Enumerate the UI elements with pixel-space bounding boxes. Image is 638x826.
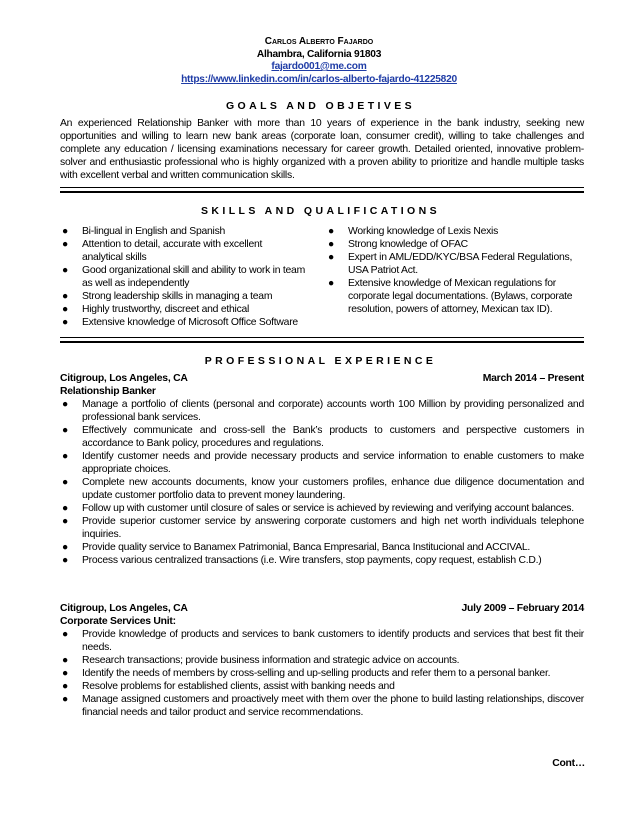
- divider: [60, 191, 584, 193]
- candidate-location: Alhambra, California 91803: [256, 48, 382, 60]
- list-item: ● Effectively communicate and cross-sell the Bank’s products to customers and perspective customers in accordance to Bank policy, procedures and regulations.: [62, 425, 584, 449]
- bullet-icon: ●: [62, 516, 69, 527]
- list-item: ● Follow up with customer until closure of sales or service is achieved by reviewing and verifying account balances.: [62, 503, 574, 514]
- bullet-icon: ●: [62, 629, 69, 640]
- bullet-icon: ●: [62, 265, 69, 276]
- job-company: Citigroup, Los Angeles, CA: [60, 603, 188, 614]
- list-item: ● Identify the needs of members by cross-selling and up-selling products and refer them to a personal banker.: [62, 668, 551, 679]
- list-item: ● Identify customer needs and provide necessary products and service information to enable customers to make appropriate choices.: [62, 451, 584, 475]
- email-link[interactable]: fajardo001@me.com: [271, 61, 367, 72]
- bullet-icon: ●: [328, 226, 335, 237]
- bullet-icon: ●: [328, 252, 335, 263]
- list-item: ● Research transactions; provide business information and strategic advice on accounts.: [62, 655, 460, 666]
- job-header: [60, 602, 584, 628]
- job-company: Citigroup, Los Angeles, CA: [60, 373, 188, 384]
- bullet-icon: ●: [62, 399, 69, 410]
- goals-paragraph: An experienced Relationship Banker with more than 10 years of experience in the bank industry, seeking new opportunities and willing to learn new bank areas (corporate loan, consumer credit), willing to take challenges and complete any education / licensing examinations necessary for career growth. Detailed oriented, innovative problem-solver and enthusiastic professional who is highly organized with a proven ability to prioritize and handle multiple tasks with excellent verbal and written communication skills.: [60, 118, 584, 181]
- bullet-icon: ●: [62, 655, 69, 666]
- bullet-icon: ●: [62, 542, 69, 553]
- list-item: ● Good organizational skill and ability to work in team as well as independently: [62, 265, 305, 289]
- bullet-icon: ●: [62, 304, 69, 315]
- job-role: Relationship Banker: [60, 386, 156, 397]
- bullet-icon: ●: [62, 239, 69, 250]
- bullet-icon: ●: [62, 555, 69, 566]
- bullet-icon: ●: [62, 477, 69, 488]
- divider: [60, 187, 584, 188]
- job-header: [60, 372, 584, 398]
- continued-note: Cont…: [552, 758, 585, 769]
- experience-section-title: PROFESSIONAL EXPERIENCE: [204, 355, 437, 367]
- list-item: ● Strong knowledge of OFAC: [328, 239, 468, 250]
- list-item: ● Provide knowledge of products and services to bank customers to identify products and services that best fit their needs.: [62, 629, 584, 653]
- job-bullets: [60, 398, 584, 567]
- bullet-icon: ●: [62, 425, 69, 436]
- list-item: ● Strong leadership skills in managing a team: [62, 291, 273, 302]
- bullet-icon: ●: [328, 239, 335, 250]
- list-item: ● Bi-lingual in English and Spanish: [62, 226, 226, 237]
- bullet-icon: ●: [62, 226, 69, 237]
- bullet-icon: ●: [328, 278, 335, 289]
- list-item: ● Manage assigned customers and proactively meet with them over the phone to build lasting relationships, discover financial needs and tailor product and service recommendations.: [62, 694, 584, 718]
- list-item: ● Manage a portfolio of clients (personal and corporate) accounts worth 100 Million by providing personalized and professional bank services.: [62, 399, 584, 423]
- list-item: ● Resolve problems for established clients, assist with banking needs and: [62, 681, 395, 692]
- goals-section-title: GOALS AND OBJETIVES: [225, 100, 416, 112]
- list-item: ● Provide superior customer service by answering corporate customers and high net worth individuals telephone inquiries.: [62, 516, 584, 540]
- divider: [60, 341, 584, 343]
- bullet-icon: ●: [62, 668, 69, 679]
- skills-section-title: SKILLS AND QUALIFICATIONS: [201, 205, 440, 217]
- skills-list-left: [60, 225, 305, 329]
- bullet-icon: ●: [62, 317, 69, 328]
- job-dates: March 2014 – Present: [482, 373, 584, 384]
- bullet-icon: ●: [62, 451, 69, 462]
- list-item: ● Highly trustworthy, discreet and ethical: [62, 304, 250, 315]
- bullet-icon: ●: [62, 291, 69, 302]
- list-item: ● Working knowledge of Lexis Nexis: [328, 226, 499, 237]
- job-dates: July 2009 – February 2014: [461, 603, 584, 614]
- list-item: ● Complete new accounts documents, know your customers profiles, enhance due diligence documentation and update customer portfolio data to prevent money laundering.: [62, 477, 584, 501]
- list-item: ● Extensive knowledge of Mexican regulations for corporate legal documentations. (Bylaws, corporate resolution, powers of attorney, Mexican tax ID).: [328, 278, 573, 315]
- bullet-icon: ●: [62, 681, 69, 692]
- resume-header: [0, 36, 638, 86]
- bullet-icon: ●: [62, 503, 69, 514]
- divider: [60, 337, 584, 338]
- list-item: ● Process various centralized transactions (i.e. Wire transfers, stop payments, copy request, establish C.D.): [62, 555, 542, 566]
- job-bullets: [60, 628, 584, 719]
- skills-list-right: [326, 225, 584, 316]
- candidate-name: Carlos Alberto Fajardo: [264, 36, 374, 47]
- list-item: ● Expert in AML/EDD/KYC/BSA Federal Regulations, USA Patriot Act.: [328, 252, 573, 276]
- job-role: Corporate Services Unit:: [60, 616, 176, 627]
- linkedin-link[interactable]: https://www.linkedin.com/in/carlos-alberto-fajardo-41225820: [181, 73, 457, 85]
- bullet-icon: ●: [62, 694, 69, 705]
- list-item: ● Provide quality service to Banamex Patrimonial, Banca Empresarial, Banca Institucional and ACCIVAL.: [62, 542, 531, 553]
- list-item: ● Extensive knowledge of Microsoft Office Software: [62, 317, 298, 328]
- list-item: ● Attention to detail, accurate with excellent analytical skills: [62, 239, 263, 263]
